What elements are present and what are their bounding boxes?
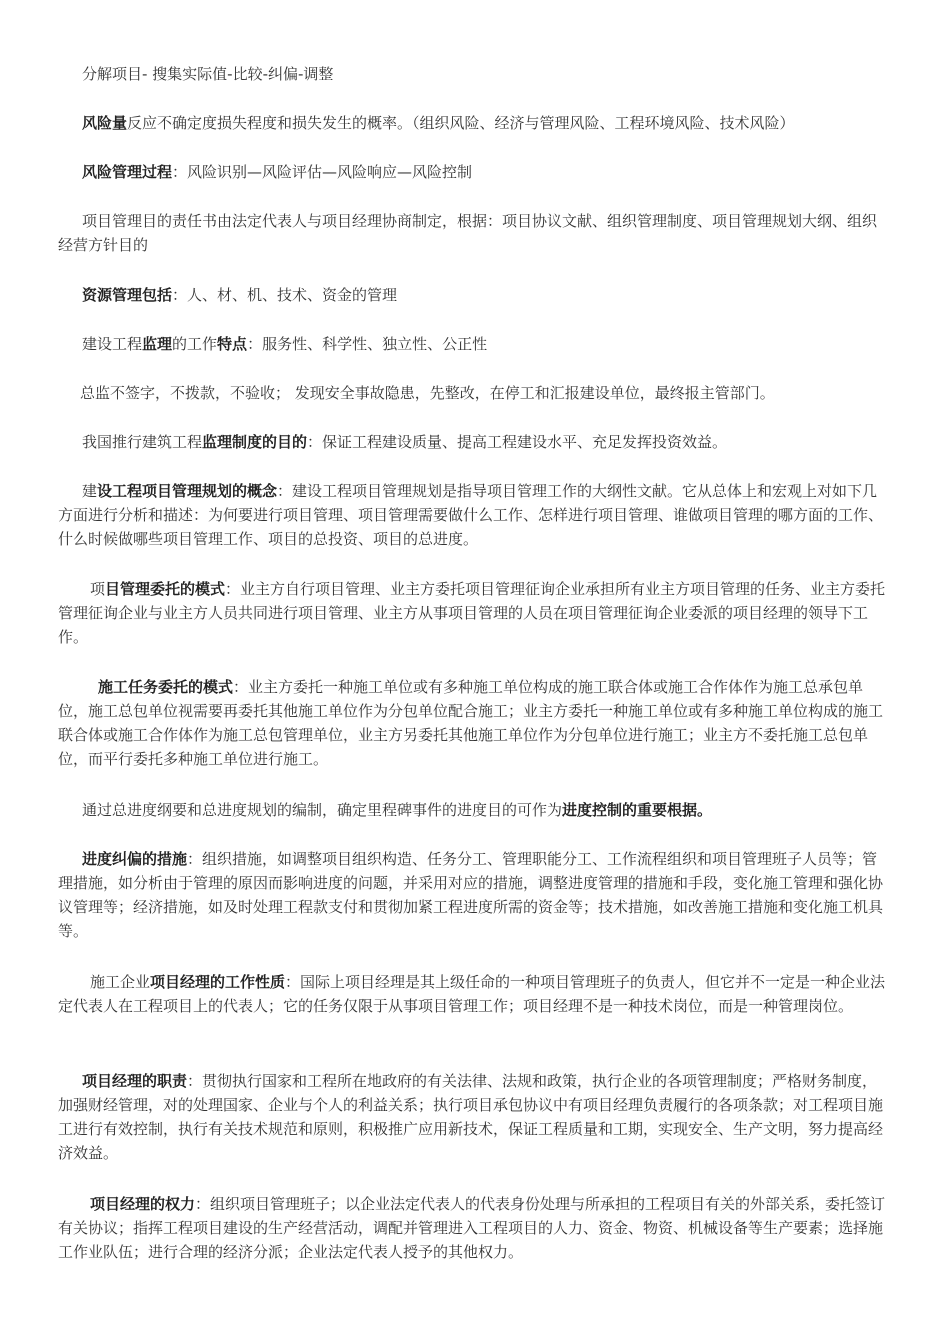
paragraph-text: 分解项目- 搜集实际值-比较-纠偏-调整	[82, 65, 334, 83]
paragraph-text: 的工作	[172, 335, 218, 353]
paragraph-16	[58, 1192, 888, 1264]
bold-term: 项目经理的职责	[82, 1072, 188, 1090]
bold-term: 施工任务委托的模式	[98, 678, 234, 696]
paragraph-text: 建	[82, 482, 98, 500]
paragraph-text: 反应不确定度损失程度和损失发生的概率。（组织风险、经济与管理风险、工程环境风险、技术风险）	[127, 114, 795, 132]
paragraph-text: 总监不签字，不拨款，不验收； 发现安全事故隐患，先整改，在停工和汇报建设单位，最终报主管部门。	[80, 384, 775, 402]
bold-term: 资源管理包括	[82, 286, 173, 304]
bold-term: 项目经理的工作性质	[150, 973, 286, 991]
bold-term: 监理制度的目的	[202, 433, 308, 451]
bold-term: 进度控制的重要根据。	[562, 801, 713, 819]
paragraph-text: ：风险识别—风险评估—风险响应—风险控制	[172, 163, 473, 181]
bold-term: 项目经理的权力	[90, 1195, 196, 1213]
paragraph-4	[58, 209, 888, 257]
paragraph-2	[58, 111, 888, 135]
paragraph-11	[58, 675, 888, 771]
bold-term: 进度纠偏的措施	[82, 850, 188, 868]
paragraph-12	[58, 798, 888, 822]
paragraph-text: 建设工程	[82, 335, 143, 353]
paragraph-text: ：服务性、科学性、独立性、公正性	[247, 335, 488, 353]
paragraph-text: 通过总进度纲要和总进度规划的编制，确定里程碑事件的进度目的可作为	[82, 801, 563, 819]
bold-term: 目管理委托的模式	[105, 580, 226, 598]
paragraph-text: ：保证工程建设质量、提高工程建设水平、充足发挥投资效益。	[307, 433, 728, 451]
bold-term: 特点	[217, 335, 248, 353]
bold-term: 风险量	[82, 114, 128, 132]
bold-term: 设工程项目管理规划的概念	[97, 482, 278, 500]
paragraph-text: 项目管理目的责任书由法定代表人与项目经理协商制定，根据：项目协议文献、组织管理制度、项目管理规划大纲、组织经营方针目的	[58, 212, 878, 254]
paragraph-text: ：组织措施，如调整项目组织构造、任务分工、管理职能分工、工作流程组织和项目管理班子人员等；管理措施，如分析由于管理的原因而影响进度的问题，并采用对应的措施，调整进度管理的措施和手段，变化施工管理和强化协议管理等；经济措施，如及时处理工程款支付和贯彻加紧工程进度所需的资金等；技术措施，如改善施工措施和变化施工机具等。	[58, 850, 884, 940]
paragraph-text: ：建设工程项目管理规划是指导项目管理工作的大纲性文献。它从总体上和宏观上对如下几方面进行分析和描述：为何要进行项目管理、项目管理需要做什么工作、怎样进行项目管理、谁做项目管理的哪方面的工作、什么时候做哪些项目管理工作、项目的总投资、项目的总进度。	[58, 482, 884, 548]
paragraph-6	[58, 332, 888, 356]
paragraph-3	[58, 160, 888, 184]
paragraph-9	[58, 479, 888, 551]
paragraph-text: ：人、材、机、技术、资金的管理	[172, 286, 398, 304]
paragraph-13	[58, 847, 888, 943]
paragraph-7	[58, 381, 888, 405]
paragraph-text: ：业主方委托一种施工单位或有多种施工单位构成的施工联合体或施工合作体作为施工总承包单位，施工总包单位视需要再委托其他施工单位作为分包单位配合施工；业主方委托一种施工单位或有多种施工单位构成的施工联合体或施工合作体作为施工总包管理单位，业主方另委托其他施工单位作为分包单位进行施工；业主方不委托施工总包单位，而平行委托多种施工单位进行施工。	[58, 678, 884, 768]
paragraph-14	[58, 970, 888, 1018]
paragraph-text: 项	[90, 580, 106, 598]
paragraph-text: ：贯彻执行国家和工程所在地政府的有关法律、法规和政策，执行企业的各项管理制度；严格财务制度，加强财经管理，对的处理国家、企业与个人的利益关系；执行项目承包协议中有项目经理负责履行的各项条款；对工程项目施工进行有效控制，执行有关技术规范和原则，积极推广应用新技术，保证工程质量和工期，实现安全、生产文明，努力提高经济效益。	[58, 1072, 884, 1162]
paragraph-8	[58, 430, 888, 454]
paragraph-text: ：组织项目管理班子；以企业法定代表人的代表身份处理与所承担的工程项目有关的外部关系，委托签订有关协议；指挥工程项目建设的生产经营活动，调配并管理进入工程项目的人力、资金、物资、机械设备等生产要素；选择施工作业队伍；进行合理的经济分派；企业法定代表人授予的其他权力。	[58, 1195, 886, 1261]
bold-term: 监理	[142, 335, 173, 353]
bold-term: 风险管理过程	[82, 163, 173, 181]
paragraph-text: 施工企业	[90, 973, 151, 991]
paragraph-text: ：国际上项目经理是其上级任命的一种项目管理班子的负责人，但它并不一定是一种企业法定代表人在工程项目上的代表人；它的任务仅限于从事项目管理工作；项目经理不是一种技术岗位，而是一种管理岗位。	[58, 973, 886, 1015]
paragraph-5	[58, 283, 888, 307]
paragraph-10	[58, 577, 888, 649]
paragraph-1	[58, 62, 888, 86]
paragraph-text: ：业主方自行项目管理、业主方委托项目管理征询企业承担所有业主方项目管理的任务、业主方委托管理征询企业与业主方人员共同进行项目管理、业主方从事项目管理的人员在项目管理征询企业委派的项目经理的领导下工作。	[58, 580, 886, 646]
paragraph-text: 我国推行建筑工程	[82, 433, 203, 451]
paragraph-15	[58, 1069, 888, 1165]
